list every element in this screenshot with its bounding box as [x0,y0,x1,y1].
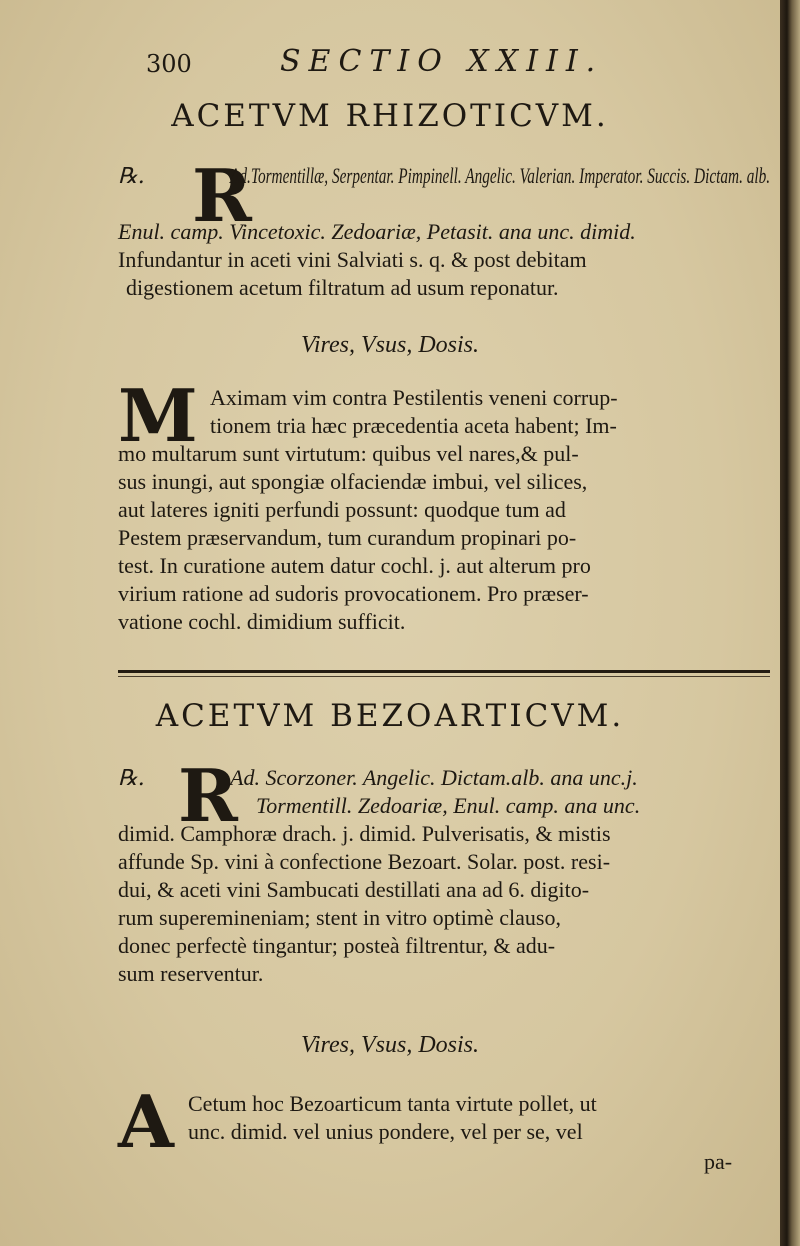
paragraph-rhizoticum [118,373,770,664]
paragraph-bezoarticum [118,1079,770,1180]
paragraph-line: Aximam vim contra Pestilentis veneni corrup- [210,385,618,410]
recipe-line: donec perfectè tingantur; posteà filtrentur, & adu- [118,933,556,958]
dropcap: A [118,1079,174,1164]
recipe-line: digestionem acetum filtratum ad usum reponatur. [126,275,559,300]
recipe-line: Tormentill. Zedoariæ, Enul. camp. ana unc. [256,793,641,818]
paragraph-line: test. In curatione autem datur cochl. j. aut alterum pro [118,553,591,578]
recipe-rhizoticum [118,153,771,312]
recipe-line: sum reserventur. [118,961,264,986]
recipe-symbol: ℞. [118,766,145,791]
paragraph-line: Pestem præservandum, tum curandum propinari po- [118,525,577,550]
recipe-line: Infundantur in aceti vini Salviati s. q. & post debitam [118,247,587,272]
page-number: 300 [146,50,192,78]
running-title: SECTIO XXIII. [280,44,604,79]
recipe-line: Enul. camp. Vincetoxic. Zedoariæ, Petasit. ana unc. dimid. [118,219,636,244]
running-head [118,44,678,84]
subhead-vires-usus-dosis: Vires, Vsus, Dosis. [300,1032,479,1058]
recipe-line: dimid. Camphoræ drach. j. dimid. Pulverisatis, & mistis [118,821,611,846]
paragraph-line: sus inungi, aut spongiæ olfaciendæ imbui, vel silices, [118,469,588,494]
recipe-line: affunde Sp. vini à confectione Bezoart. Solar. post. resi- [118,849,611,874]
paragraph-line: unc. dimid. vel unius pondere, vel per se, vel [188,1119,583,1144]
paragraph-line: vatione cochl. dimidium sufficit. [118,609,406,634]
paragraph-line: mo multarum sunt virtutum: quibus vel nares,& pul- [118,441,579,466]
recipe-line: Ad.Tormentillæ, Serpentar. Pimpinell. Angelic. Valerian. Imperator. Succis. Dictam. alb. [230,163,771,188]
recipe-line: rum superemineniam; stent in vitro optimè clauso, [118,905,561,930]
dropcap: R [192,153,252,238]
paragraph-line: virium ratione ad sudoris provocationem. Pro præser- [118,581,589,606]
recipe-line: dui, & aceti vini Sambucati destillati ana ad 6. digito- [118,877,590,902]
paragraph-line: aut lateres igniti perfundi possunt: quodque tum ad [118,497,566,522]
recipe-line: Ad. Scorzoner. Angelic. Dictam.alb. ana unc.j. [230,765,638,790]
dropcap: M [118,373,198,458]
section-divider-thin [118,676,770,677]
dropcap: R [178,753,238,838]
subhead-vires-usus-dosis: Vires, Vsus, Dosis. [300,332,479,358]
paragraph-line: tionem tria hæc præcedentia aceta habent; Im- [210,413,617,438]
section-title-rhizoticum: ACETVM RHIZOTICVM. [171,98,609,134]
section-divider [118,670,770,673]
page-binding-edge [780,0,800,1246]
recipe-bezoarticum [118,753,770,1004]
paragraph-line: Cetum hoc Bezoarticum tanta virtute pollet, ut [188,1091,597,1116]
catchword: pa- [704,1149,733,1174]
section-title-bezoarticum: ACETVM BEZOARTICVM. [155,698,625,734]
recipe-symbol: ℞. [118,164,145,189]
